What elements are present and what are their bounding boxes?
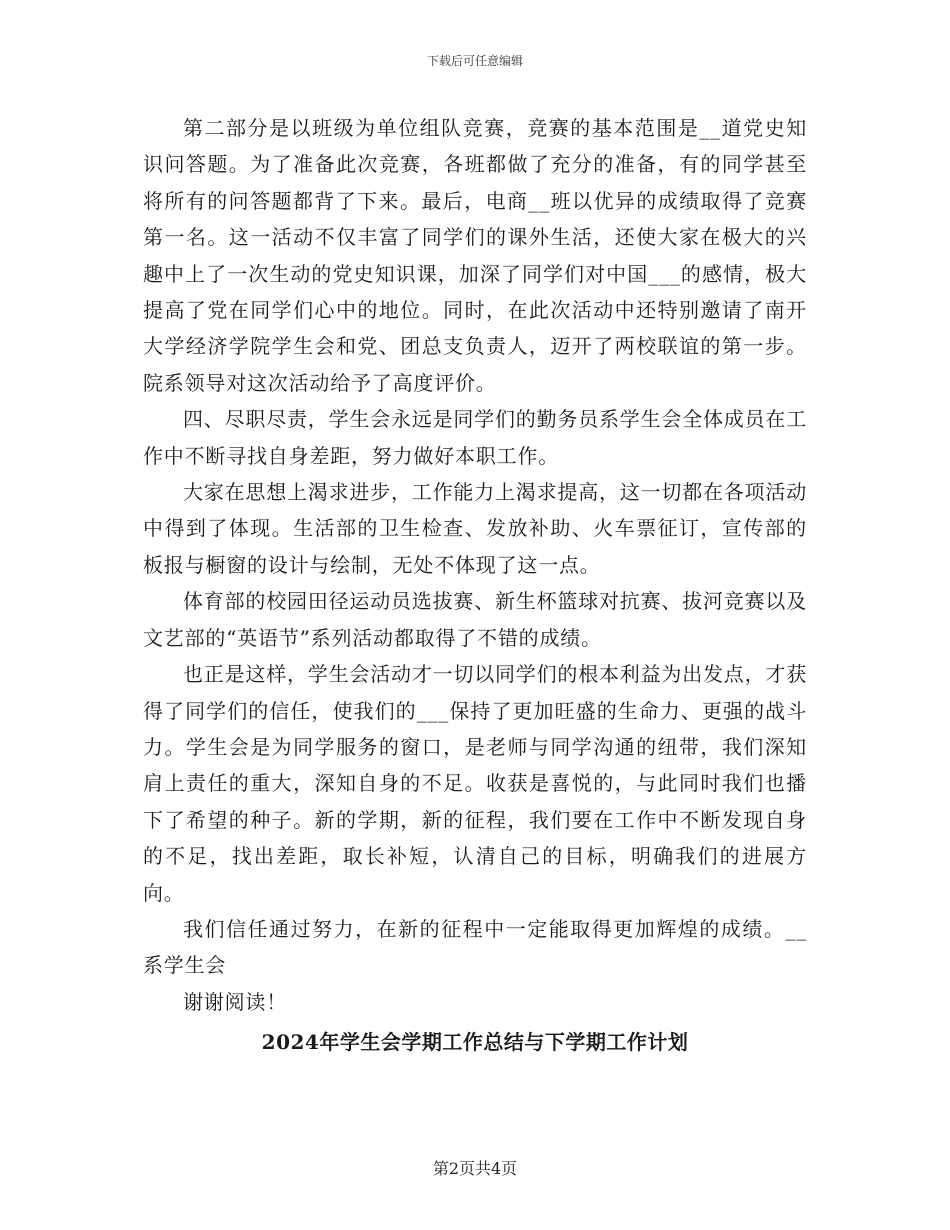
document-body (143, 110, 807, 1060)
paragraph: 我们信任通过努力，在新的征程中一定能取得更加辉煌的成绩。__系学生会 (143, 916, 807, 978)
page-header-note: 下载后可任意编辑 (426, 54, 523, 68)
paragraph: 第二部分是以班级为单位组队竞赛，竞赛的基本范围是__道党史知识问答题。为了准备此次竞赛，各班都做了充分的准备，有的同学甚至将所有的问答题都背了下来。最后，电商__班以优异的成绩取得了竞赛第一名。这一活动不仅丰富了同学们的课外生活，还使大家在极大的兴趣中上了一次生动的党史知识课，加深了同学们对中国___的感情，极大提高了党在同学们心中的地位。同时，在此次活动中还特别邀请了南开大学经济学院学生会和党、团总支负责人，迈开了两校联谊的第一步。院系领导对这次活动给予了高度评价。 (143, 116, 807, 395)
section-title: 2024年学生会学期工作总结与下学期工作计划 (261, 1030, 689, 1055)
paragraph: 四、尽职尽责，学生会永远是同学们的勤务员系学生会全体成员在工作中不断寻找自身差距，努力做好本职工作。 (143, 407, 807, 468)
paragraph: 体育部的校园田径运动员选拔赛、新生杯篮球对抗赛、拔河竞赛以及文艺部的“英语节”系列活动都取得了不错的成绩。 (143, 589, 807, 650)
paragraph: 大家在思想上渴求进步，工作能力上渴求提高，这一切都在各项活动中得到了体现。生活部的卫生检查、发放补助、火车票征订，宣传部的板报与橱窗的设计与绘制，无处不体现了这一点。 (143, 480, 807, 577)
page-number: 第2页共4页 (432, 1159, 518, 1178)
closing-text: 谢谢阅读！ (183, 989, 287, 1014)
paragraph: 也正是这样，学生会活动才一切以同学们的根本利益为出发点，才获得了同学们的信任，使我们的___保持了更加旺盛的生命力、更强的战斗力。学生会是为同学服务的窗口，是老师与同学沟通的纽带，我们深知肩上责任的重大，深知自身的不足。收获是喜悦的，与此同时我们也播下了希望的种子。新的学期，新的征程，我们要在工作中不断发现自身的不足，找出差距，取长补短，认清自己的目标，明确我们的进展方向。 (143, 662, 807, 905)
